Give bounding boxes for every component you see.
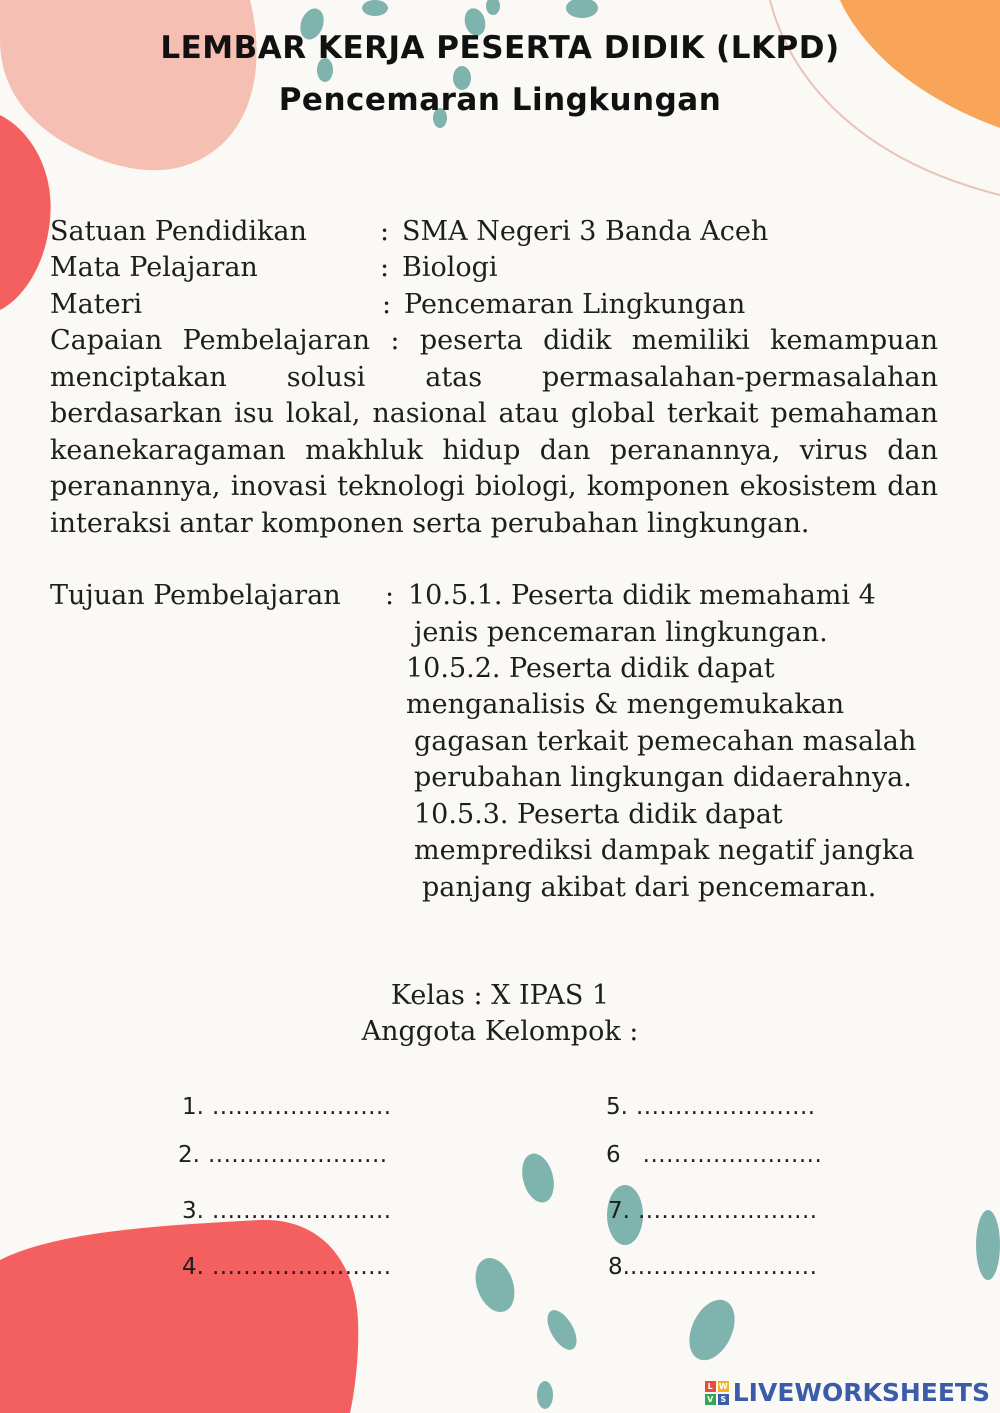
member-blank[interactable]: ........................ xyxy=(629,1254,818,1280)
member-field-3[interactable] xyxy=(182,1198,392,1224)
member-number: 1. xyxy=(182,1094,204,1120)
mapel-label: Mata Pelajaran xyxy=(50,252,258,283)
member-field-1[interactable] xyxy=(182,1094,392,1120)
tujuan-line: memprediksi dampak negatif jangka xyxy=(414,835,915,866)
member-field-8[interactable] xyxy=(608,1254,817,1280)
tujuan-line: menganalisis & mengemukakan xyxy=(406,689,845,720)
member-field-7[interactable] xyxy=(608,1198,818,1224)
kelas-info: Kelas : X IPAS 1 xyxy=(390,980,610,1011)
tujuan-line: jenis pencemaran lingkungan. xyxy=(414,617,828,648)
member-field-6[interactable] xyxy=(606,1142,822,1168)
tujuan-line: 10.5.3. Peserta didik dapat xyxy=(414,799,783,830)
member-number: 6 xyxy=(606,1142,621,1168)
member-number: 7. xyxy=(608,1198,630,1224)
member-field-5[interactable] xyxy=(606,1094,816,1120)
colon: : xyxy=(380,216,390,247)
tujuan-line: panjang akibat dari pencemaran. xyxy=(422,872,877,903)
logo-tile: W xyxy=(718,1381,728,1391)
member-field-2[interactable] xyxy=(178,1142,388,1168)
liveworksheets-logo-icon xyxy=(705,1381,729,1405)
member-blank[interactable]: ....................... xyxy=(211,1254,392,1280)
tujuan-label: Tujuan Pembelajaran xyxy=(50,580,341,611)
liveworksheets-brand[interactable] xyxy=(705,1378,990,1407)
worksheet-subtitle: Pencemaran Lingkungan xyxy=(278,82,722,118)
member-number: 8. xyxy=(608,1254,630,1280)
member-blank[interactable]: ....................... xyxy=(637,1198,818,1224)
tujuan-line: 10.5.1. Peserta didik memahami 4 xyxy=(408,580,876,611)
colon: : xyxy=(390,325,400,356)
worksheet-title: LEMBAR KERJA PESERTA DIDIK (LKPD) xyxy=(160,30,840,66)
capaian-label: Capaian Pembelajaran xyxy=(50,325,371,356)
capaian-pembelajaran xyxy=(50,323,938,543)
tujuan-line: 10.5.2. Peserta didik dapat xyxy=(406,653,775,684)
colon: : xyxy=(380,252,390,283)
member-number: 4. xyxy=(182,1254,204,1280)
materi-label: Materi xyxy=(50,289,143,320)
mapel-value: Biologi xyxy=(402,252,498,283)
satuan-label: Satuan Pendidikan xyxy=(50,216,307,247)
member-blank[interactable]: ....................... xyxy=(211,1094,392,1120)
capaian-value: peserta didik memiliki kemampuan menciptakan solusi atas permasalahan-permasalahan berdasarkan isu lokal, nasional atau global terkait pemahaman keanekaragaman makhluk hidup dan peranannya, virus dan peranannya, inovasi teknologi biologi, komponen ekosistem dan interaksi antar komponen serta perubahan lingkungan. xyxy=(50,325,938,539)
colon: : xyxy=(382,289,392,320)
materi-value: Pencemaran Lingkungan xyxy=(404,289,746,320)
tujuan-line: gagasan terkait pemecahan masalah xyxy=(414,726,917,757)
member-number: 5. xyxy=(606,1094,628,1120)
member-field-4[interactable] xyxy=(182,1254,392,1280)
satuan-value: SMA Negeri 3 Banda Aceh xyxy=(402,216,769,247)
logo-tile: L xyxy=(705,1381,716,1392)
member-number: 2. xyxy=(178,1142,200,1168)
tujuan-line: perubahan lingkungan didaerahnya. xyxy=(414,762,912,793)
member-blank[interactable]: ....................... xyxy=(207,1142,388,1168)
colon: : xyxy=(385,580,395,611)
logo-tile: S xyxy=(718,1394,729,1405)
member-blank[interactable]: ....................... xyxy=(642,1142,823,1168)
member-number: 3. xyxy=(182,1198,204,1224)
member-blank[interactable]: ....................... xyxy=(211,1198,392,1224)
member-blank[interactable]: ....................... xyxy=(635,1094,816,1120)
logo-tile: V xyxy=(705,1394,716,1405)
brand-name: LIVEWORKSHEETS xyxy=(732,1378,990,1407)
anggota-kelompok-label: Anggota Kelompok : xyxy=(361,1016,639,1047)
